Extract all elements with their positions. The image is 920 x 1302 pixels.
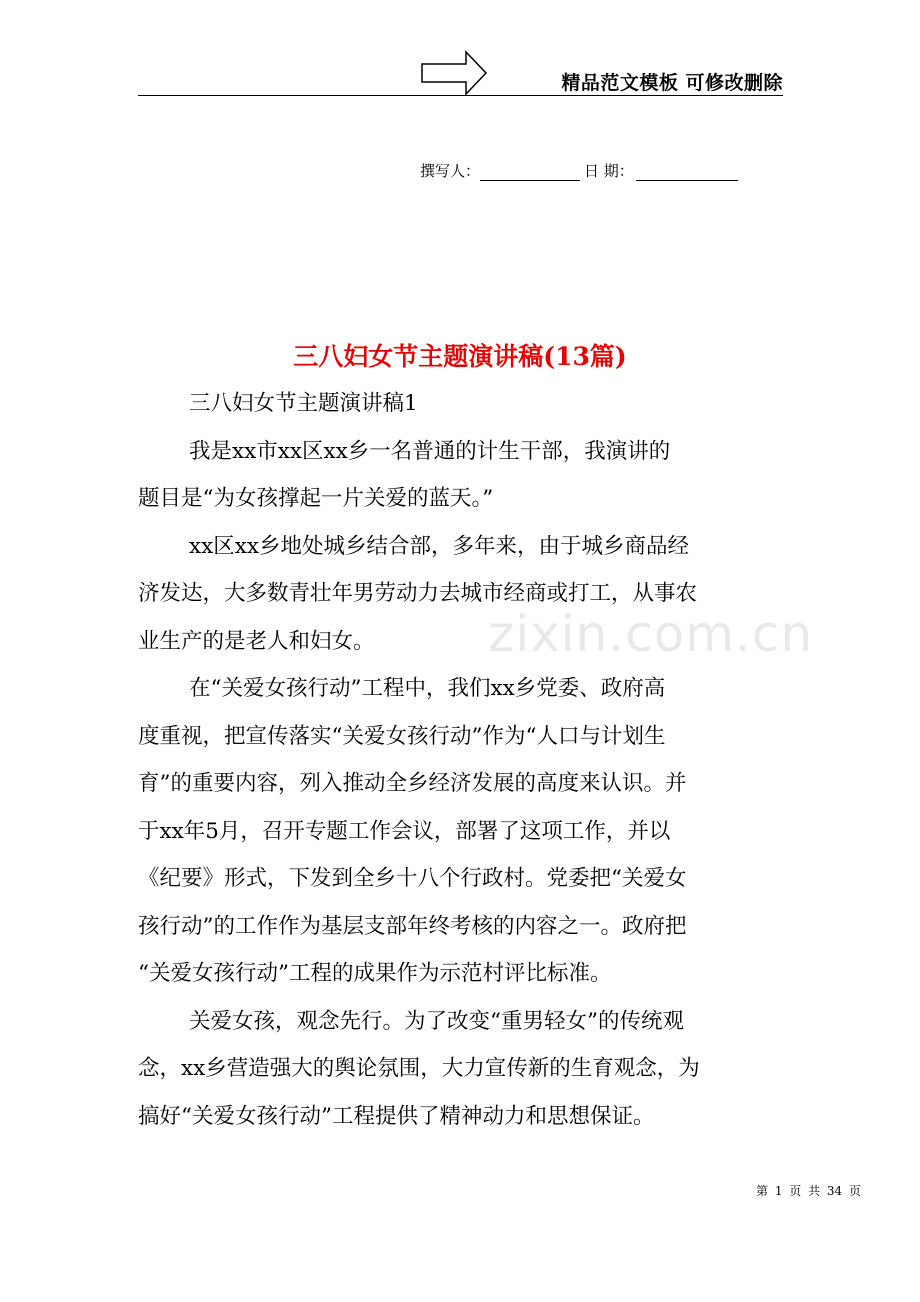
document-title: 三八妇女节主题演讲稿(13篇)	[293, 342, 627, 371]
document-body	[138, 380, 783, 1140]
body-line: 济发达，大多数青壮年男劳动力去城市经商或打工，从事农	[138, 581, 698, 606]
body-line: xx区xx乡地处城乡结合部，多年来，由于城乡商品经	[189, 533, 690, 559]
body-line: 于xx年5月，召开专题工作会议，部署了这项工作，并以	[138, 818, 671, 844]
page-footer: 第 1 页 共 34 页	[756, 1184, 861, 1198]
date-label: 日 期：	[584, 162, 634, 180]
body-line: 业生产的是老人和妇女。	[138, 628, 375, 654]
body-line: 念，xx乡营造强大的舆论氛围，大力宣传新的生育观念，为	[138, 1056, 700, 1081]
body-line: 关爱女孩，观念先行。为了改变“重男轻女”的传统观	[189, 1008, 684, 1034]
date-blank	[636, 162, 738, 181]
body-line: 度重视，把宣传落实“关爱女孩行动”作为“人口与计划生	[138, 723, 666, 749]
body-line: 育”的重要内容，列入推动全乡经济发展的高度来认识。并	[138, 771, 687, 796]
body-line: “关爱女孩行动”工程的成果作为示范村评比标准。	[138, 961, 612, 986]
body-line: 孩行动”的工作作为基层支部年终考核的内容之一。政府把	[138, 913, 687, 939]
body-line: 搞好“关爱女孩行动”工程提供了精神动力和思想保证。	[138, 1103, 655, 1129]
header-divider	[138, 95, 783, 96]
body-line: 题目是“为女孩撑起一片关爱的蓝天。”	[138, 486, 494, 511]
body-line: 《纪要》形式，下发到全乡十八个行政村。党委把“关爱女	[138, 866, 687, 891]
page-header	[138, 50, 783, 98]
body-line: 在“关爱女孩行动”工程中，我们xx乡党委、政府高	[189, 676, 666, 701]
arrow-right-icon	[420, 50, 488, 96]
author-blank	[480, 162, 580, 181]
section-heading: 三八妇女节主题演讲稿1	[189, 391, 418, 416]
header-text: 精品范文模板 可修改删除	[561, 72, 783, 94]
watermark: zixin.com.cn	[488, 605, 814, 663]
body-line: 我是xx市xx区xx乡一名普通的计生干部，我演讲的	[189, 438, 671, 464]
author-date-line	[420, 160, 782, 181]
author-label: 撰写人：	[420, 162, 481, 180]
